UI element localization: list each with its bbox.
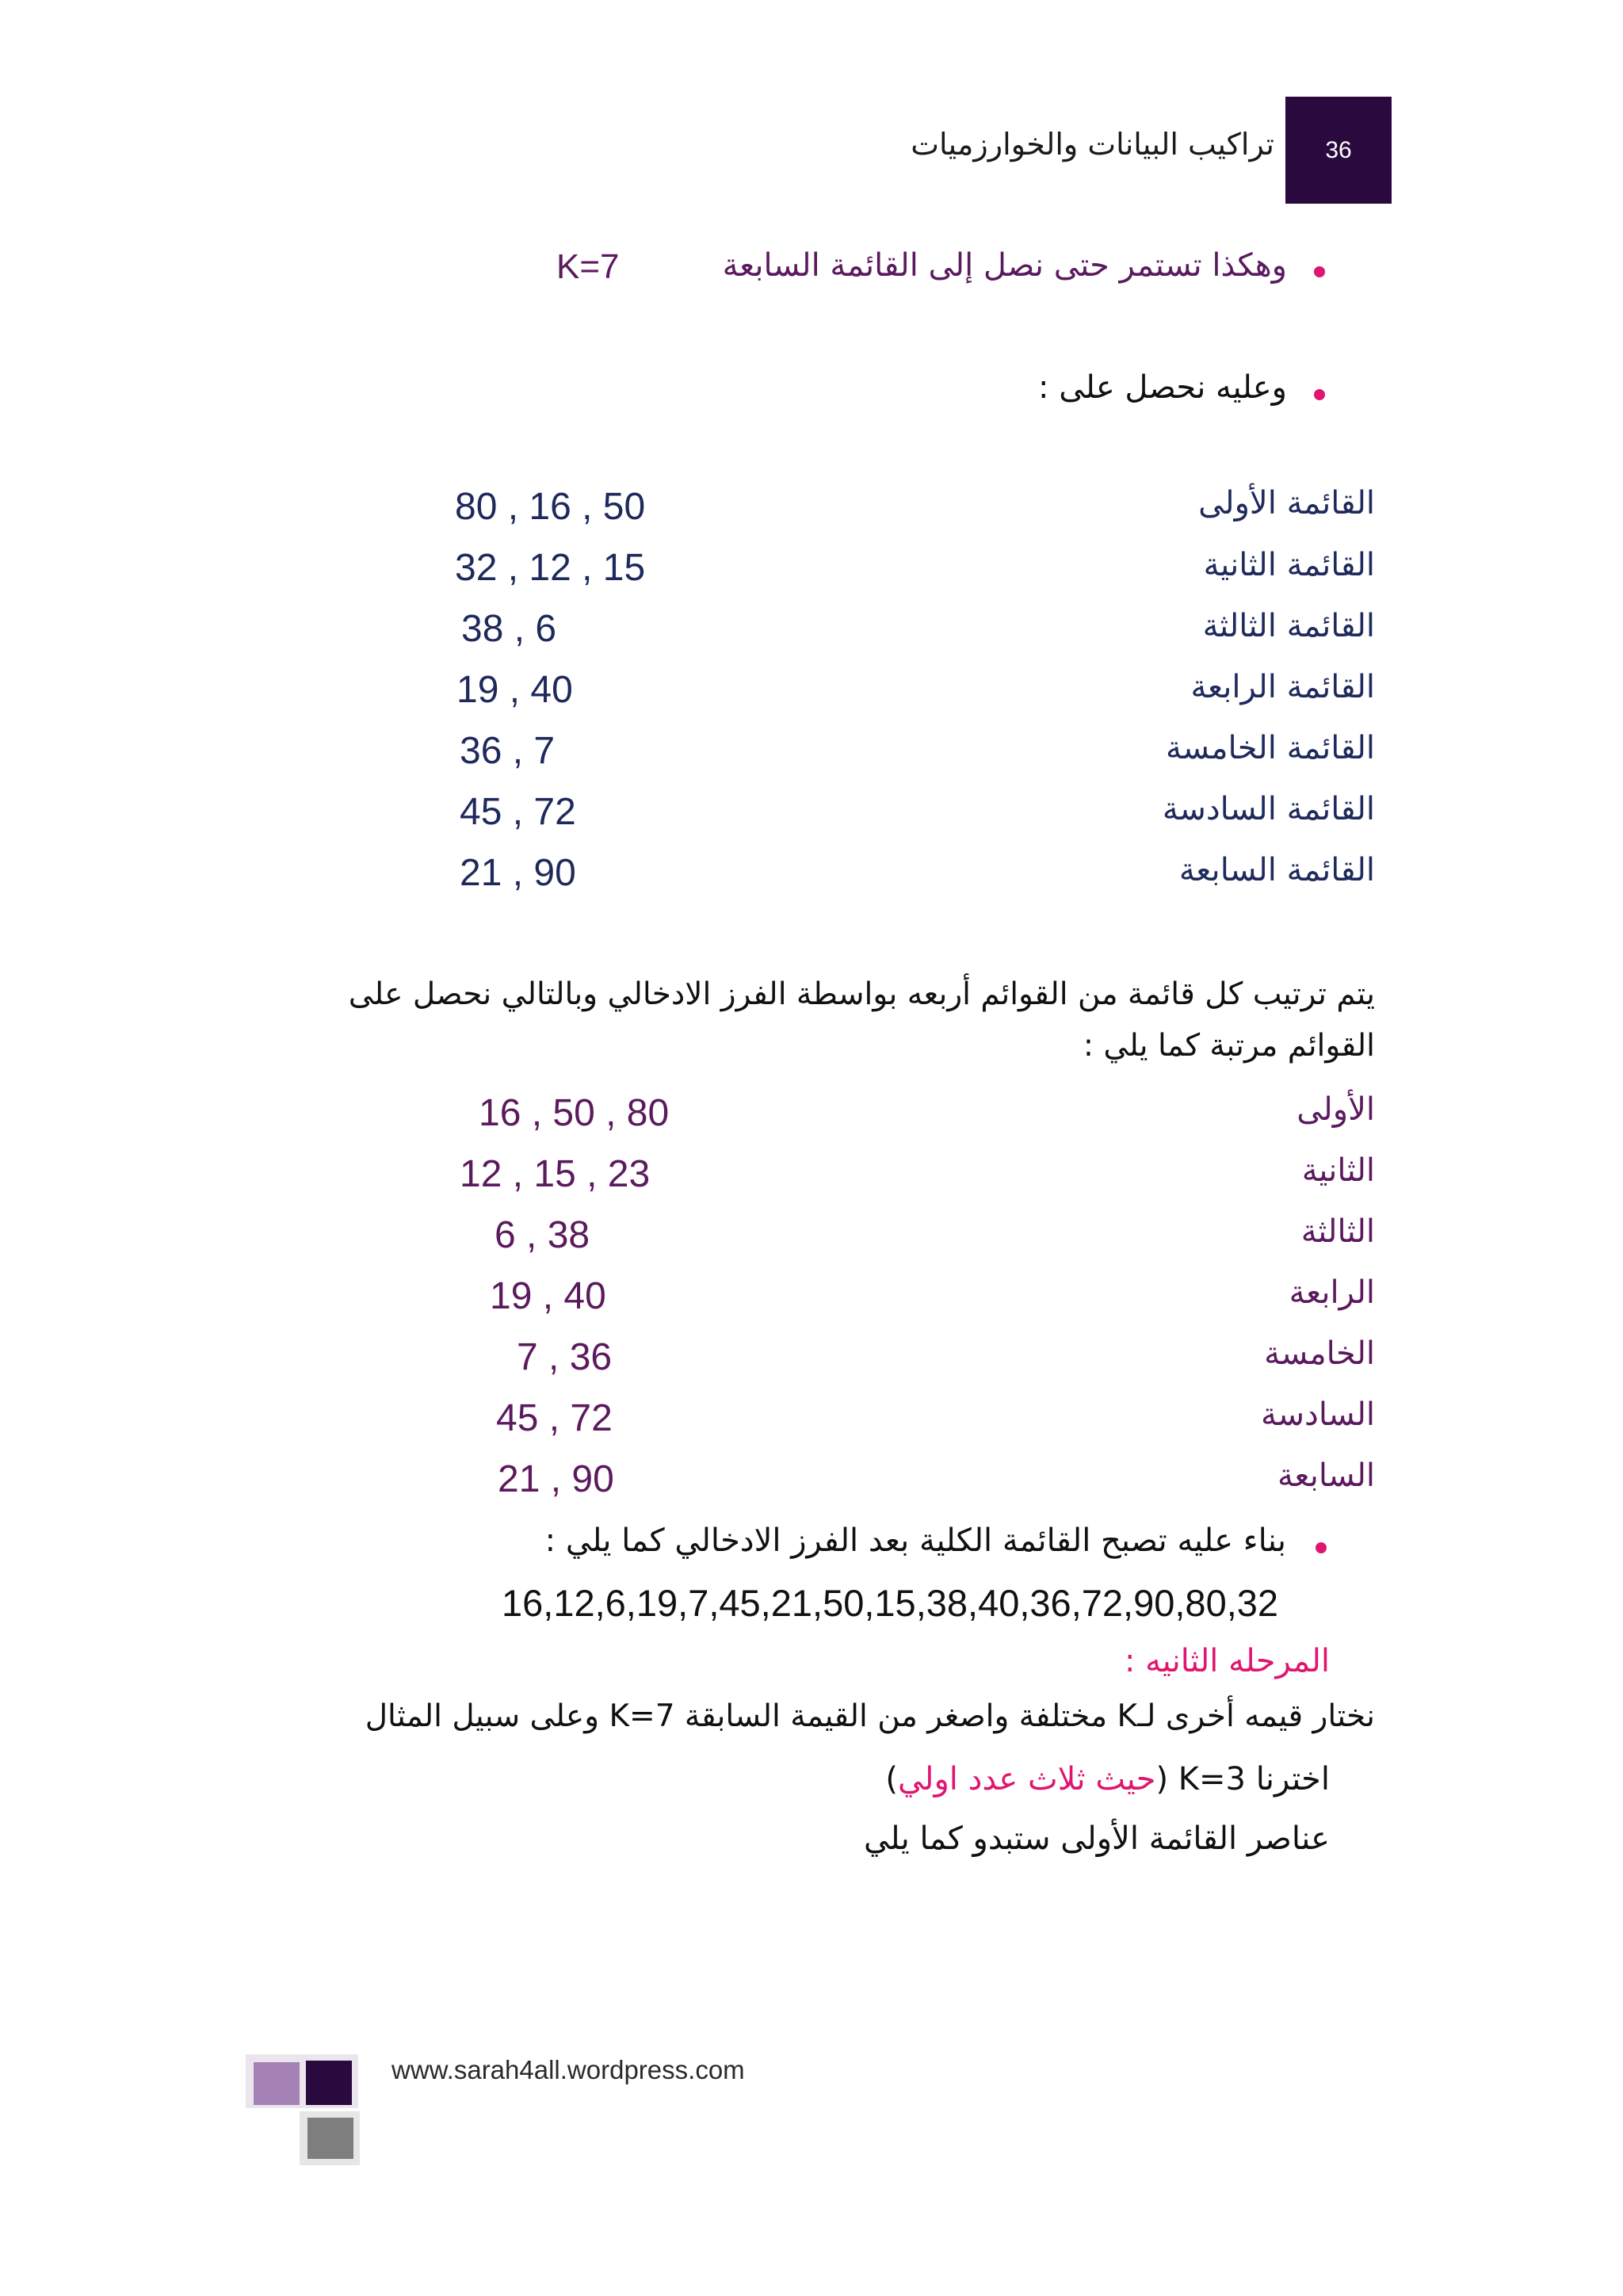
list-label: القائمة السادسة: [1162, 791, 1375, 827]
stage2-line2-suffix: ): [885, 1761, 898, 1797]
bullet-icon: [1314, 389, 1325, 400]
list-label: القائمة الثانية: [1203, 547, 1375, 583]
list-values: 80 , 16 , 50: [455, 486, 646, 528]
sort-paragraph-line1: يتم ترتيب كل قائمة من القوائم أربعه بواسطة الفرز الادخالي وبالتالي نحصل على: [348, 976, 1375, 1012]
stage2-line3: عناصر القائمة الأولى ستبدو كما يلي: [864, 1820, 1330, 1857]
list-values: 32 , 12 , 15: [455, 547, 646, 589]
list-label: القائمة الثالثة: [1202, 608, 1375, 644]
list-label: القائمة السابعة: [1178, 852, 1375, 888]
stage2-heading: المرحله الثانيه :: [1124, 1643, 1330, 1679]
sorted-list-values: 45 , 72: [496, 1397, 613, 1439]
result-bullet-text: بناء عليه تصبح القائمة الكلية بعد الفرز الادخالي كما يلي :: [544, 1522, 1286, 1559]
page-number: 36: [1325, 137, 1352, 163]
logo-square-lilac: [254, 2062, 300, 2105]
footer-url[interactable]: www.sarah4all.wordpress.com: [391, 2055, 745, 2084]
list-values: 38 , 6: [461, 608, 557, 650]
list-values: 19 , 40: [456, 669, 573, 711]
sorted-list-label: الرابعة: [1289, 1274, 1375, 1311]
stage2-line2-highlight: حيث ثلاث عدد اولي: [897, 1761, 1156, 1797]
sorted-list-label: السادسة: [1261, 1396, 1375, 1433]
sort-paragraph-line2: القوائم مرتبة كما يلي :: [1083, 1028, 1375, 1064]
sorted-list-values: 16 , 50 , 80: [479, 1092, 670, 1134]
intro-line2: وعليه نحصل على :: [1038, 369, 1287, 406]
logo-square-dark: [306, 2061, 352, 2105]
sorted-list-values: 19 , 40: [490, 1275, 606, 1317]
sorted-list-values: 12 , 15 , 23: [460, 1153, 651, 1195]
result-sequence: 16,12,6,19,7,45,21,50,15,38,40,36,72,90,80,32: [502, 1582, 1279, 1624]
list-values: 36 , 7: [460, 730, 556, 772]
logo-square-gray: [307, 2118, 353, 2159]
list-label: القائمة الخامسة: [1165, 730, 1375, 766]
list-label: القائمة الرابعة: [1190, 669, 1375, 705]
intro-line1: وهكذا تستمر حتى نصل إلى القائمة السابعة: [722, 247, 1287, 284]
intro-k-value: K=7: [556, 247, 620, 286]
bullet-icon: [1314, 266, 1325, 277]
sorted-list-values: 6 , 38: [495, 1214, 590, 1256]
list-values: 21 , 90: [460, 852, 576, 894]
sorted-list-values: 21 , 90: [498, 1458, 614, 1500]
header-title: تراكيب البيانات والخوارزميات: [911, 127, 1274, 162]
stage2-line2-prefix: اخترنا K=3 (: [1155, 1761, 1330, 1797]
stage2-line1: نختار قيمه أخرى لـK مختلفة واصغر من القيمة السابقة K=7 وعلى سبيل المثال: [365, 1698, 1375, 1734]
sorted-list-label: الأولى: [1296, 1091, 1375, 1128]
stage2-line2: [885, 1761, 1330, 1797]
bullet-icon: [1316, 1542, 1327, 1553]
sorted-list-label: الخامسة: [1264, 1335, 1375, 1372]
sorted-list-label: السابعة: [1277, 1457, 1375, 1494]
list-values: 45 , 72: [460, 791, 576, 833]
list-label: القائمة الأولى: [1198, 485, 1375, 521]
sorted-list-label: الثالثة: [1300, 1213, 1375, 1250]
sorted-list-values: 7 , 36: [517, 1336, 613, 1378]
sorted-list-label: الثانية: [1301, 1152, 1375, 1189]
